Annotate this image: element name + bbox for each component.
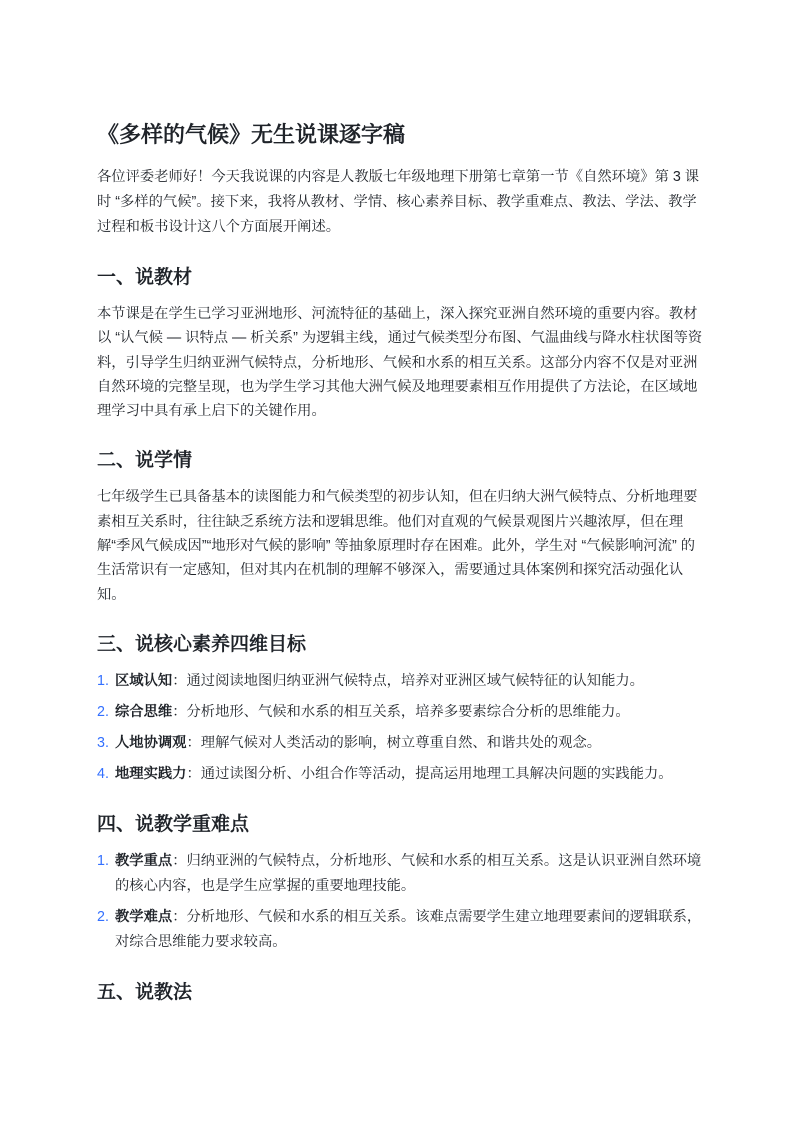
list-label: 综合思维 [115,703,173,720]
section-heading-teaching-methods: 五、说教法 [97,981,193,1003]
list-item [97,731,705,756]
list-text: ：归纳亚洲的气候特点，分析地形、气候和水系的相互关系。这是认识亚洲自然环境的核心内容，也是学生应掌握的重要地理技能。 [115,852,702,894]
section-paragraph-textbook: 本节课是在学生已学习亚洲地形、河流特征的基础上，深入探究亚洲自然环境的重要内容。教材以 “认气候 — 识特点 — 析关系” 为逻辑主线，通过气候类型分布图、气温曲线与降水柱状图等资料，引导学生归纳亚洲气候特点，分析地形、气候和水系的相互关系。这部分内容不仅是对亚洲自然环境的完整呈现，也为学生学习其他大洲气候及地理要素相互作用提供了方法论，在区域地理学习中具有承上启下的关键作用。 [97,306,703,420]
list-label: 区域认知 [115,672,173,689]
section-heading-key-points: 四、说教学重难点 [97,813,250,835]
section-heading-objectives: 三、说核心素养四维目标 [97,633,307,655]
list-text: ：通过阅读地图归纳亚洲气候特点，培养对亚洲区域气候特征的认知能力。 [172,672,644,689]
list-number: 2. [97,703,109,720]
section-paragraph-students: 七年级学生已具备基本的读图能力和气候类型的初步认知，但在归纳大洲气候特点、分析地理要素相互关系时，往往缺乏系统方法和逻辑思维。他们对直观的气候景观图片兴趣浓厚，但在理解“季风气候成因”“地形对气候的影响” 等抽象原理时存在困难。此外，学生对 “气候影响河流” 的生活常识有一定感知，但对其内在机制的理解不够深入，需要通过具体案例和探究活动强化认知。 [97,489,698,603]
list-item [97,669,705,694]
list-number: 4. [97,765,109,782]
key-points-list [97,849,705,955]
intro-paragraph: 各位评委老师好！今天我说课的内容是人教版七年级地理下册第七章第一节《自然环境》第 3 课时 “多样的气候”。接下来，我将从教材、学情、核心素养目标、教学重难点、教法、学法、教学过程和板书设计这八个方面展开阐述。 [97,169,700,235]
list-item [97,849,705,899]
list-label: 教学重点 [115,852,173,869]
list-label: 地理实践力 [115,765,187,782]
list-item [97,905,705,955]
list-item [97,700,705,725]
list-text: ：分析地形、气候和水系的相互关系，培养多要素综合分析的思维能力。 [172,703,630,720]
list-text: ：通过读图分析、小组合作等活动，提高运用地理工具解决问题的实践能力。 [186,765,673,782]
list-text: ：分析地形、气候和水系的相互关系。该难点需要学生建立地理要素间的逻辑联系，对综合思维能力要求较高。 [115,908,702,950]
document-title: 《多样的气候》无生说课逐字稿 [97,122,406,147]
list-number: 1. [97,852,109,869]
list-label: 人地协调观 [115,734,187,751]
objectives-list [97,669,705,787]
list-number: 1. [97,672,109,689]
document-content [97,119,705,1007]
section-heading-students: 二、说学情 [97,450,193,472]
list-label: 教学难点 [115,908,173,925]
list-text: ：理解气候对人类活动的影响，树立尊重自然、和谐共处的观念。 [186,734,602,751]
list-item [97,762,705,787]
list-number: 3. [97,734,109,751]
section-heading-textbook: 一、说教材 [97,267,193,288]
list-number: 2. [97,908,109,925]
